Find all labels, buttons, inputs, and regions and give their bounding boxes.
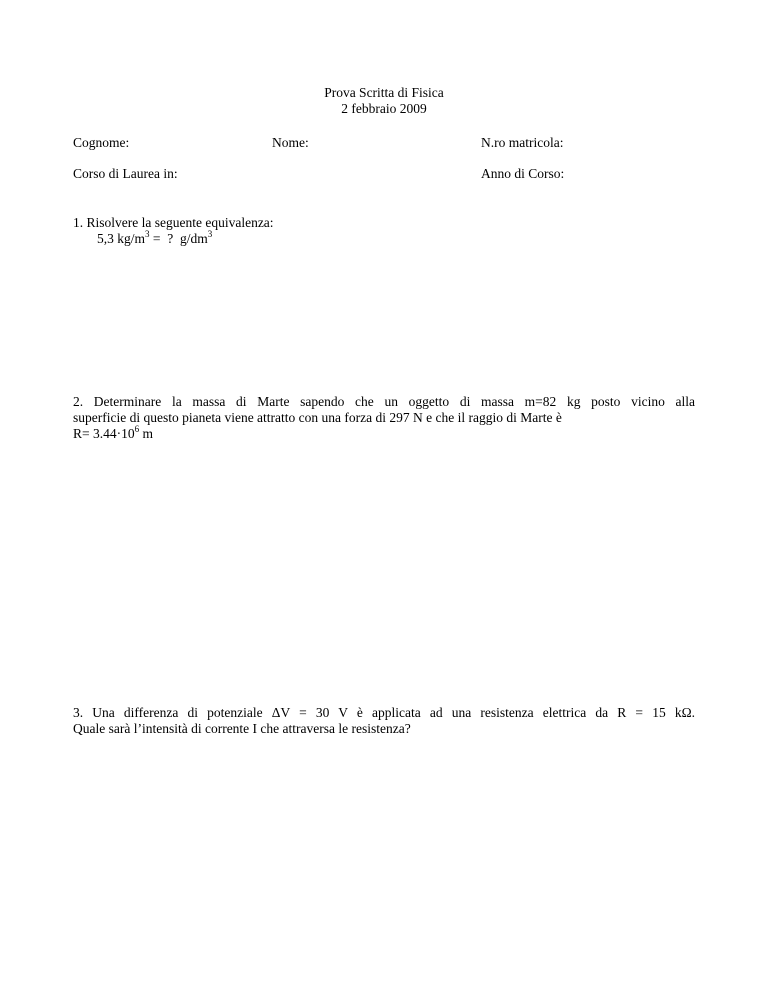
course-label: Corso di Laurea in: — [73, 166, 178, 181]
question-2 — [73, 394, 695, 442]
document-header — [0, 85, 768, 117]
question-3 — [73, 705, 695, 737]
surname-label: Cognome: — [73, 135, 130, 150]
radius-unit: m — [139, 426, 154, 441]
radius-base: R= 3.44·10 — [73, 426, 135, 441]
exam-date: 2 febbraio 2009 — [341, 101, 427, 116]
exam-title: Prova Scritta di Fisica — [324, 85, 444, 100]
radius-exponent: 6 — [134, 423, 140, 434]
equation-exponent-2: 3 — [207, 228, 213, 239]
question-1-text: 1. Risolvere la seguente equivalenza: — [73, 215, 274, 230]
equation-exponent-1: 3 — [145, 228, 150, 239]
year-label: Anno di Corso: — [481, 166, 565, 181]
question-2-line-1: 2. Determinare la massa di Marte sapendo che un oggetto di massa m=82 kg posto vicino alla — [73, 394, 695, 409]
equation-value: 5,3 kg/m — [97, 231, 146, 246]
question-1-equation — [97, 228, 213, 247]
matricola-label: N.ro matricola: — [481, 135, 564, 150]
question-2-radius — [73, 423, 695, 442]
name-label: Nome: — [272, 135, 309, 150]
question-3-line-1: 3. Una differenza di potenziale ΔV = 30 V è applicata ad una resistenza elettrica da R = 15 kΩ. — [73, 705, 695, 720]
equation-middle: = ? g/dm — [149, 231, 208, 246]
question-2-line-2: superficie di questo pianeta viene attratto con una forza di 297 N e che il raggio di Marte è — [73, 410, 562, 425]
question-3-line-2: Quale sarà l’intensità di corrente I che attraversa le resistenza? — [73, 721, 411, 736]
